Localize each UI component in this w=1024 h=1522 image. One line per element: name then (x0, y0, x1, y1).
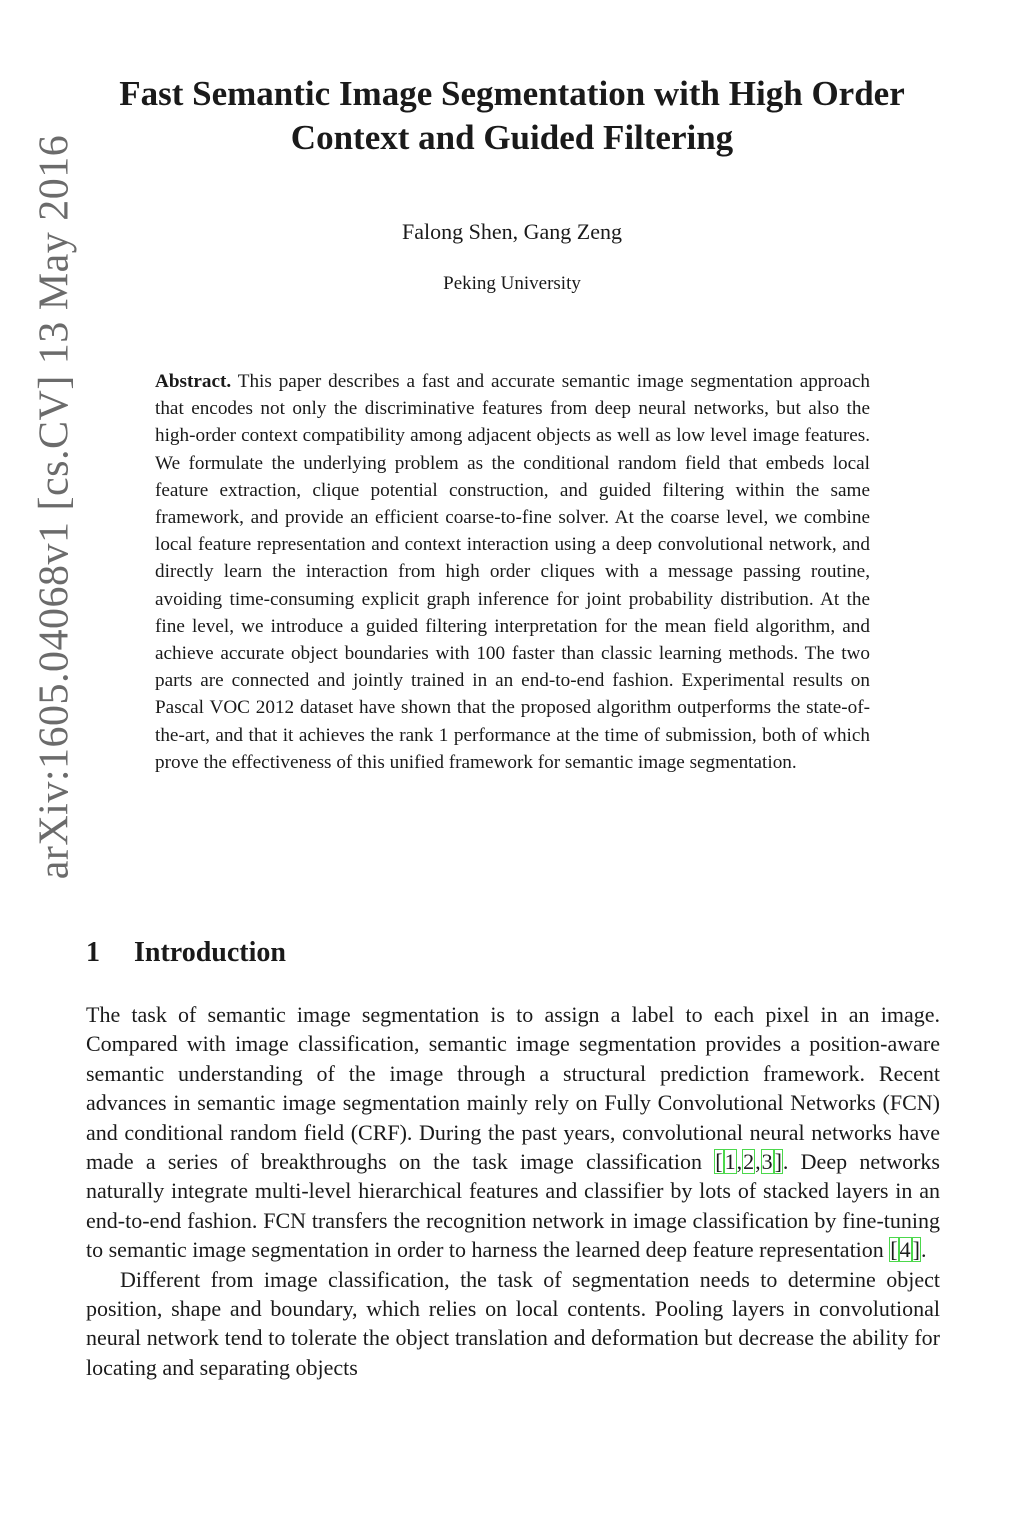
introduction-paragraph-2: Different from image classification, the task of segmentation needs to determine object position, shape and boundary, which relies on local contents. Pooling layers in convolutional neural network tend to tolerate the object translation and deformation but decrease the ability for locating and separating objects (86, 1266, 940, 1380)
section-number: 1 (86, 937, 100, 968)
paper-authors: Falong Shen, Gang Zeng (402, 219, 622, 244)
paper-affiliation: Peking University (443, 273, 581, 294)
introduction-paragraph-1: The task of semantic image segmentation is to assign a label to each pixel in an image. Compared with image classification, semantic image segmentation provides a position-aware semantic understanding of the image through a structural prediction framework. Recent advances in semantic image segmentation mainly rely on Fully Convolutional Networks (FCN) and conditional random field (CRF). During the past years, convolutional neural networks have made a series of breakthroughs on the task image classification [1,2,3]. Deep networks naturally integrate multi-level hierarchical features and classifier by lots of stacked layers in an end-to-end fashion. FCN transfers the recognition network in image classification by fine-tuning to semantic image segmentation in order to harness the learned deep feature representation [4]. (86, 1002, 940, 1263)
citation-bracket-open[interactable]: [ (890, 1237, 898, 1263)
paragraph-text: . (920, 1237, 927, 1263)
paragraph-text: . Deep networks naturally integrate multi-level hierarchical features and classifier by lots of stacked layers in an end-to-end fashion. FCN transfers the recognition network in image classification by fine-tuning to semantic image segmentation in order to harness the learned deep feature representation (86, 1149, 940, 1263)
citation-bracket-close[interactable]: ] (774, 1149, 782, 1175)
citation-link-4[interactable]: 4 (899, 1237, 911, 1263)
arxiv-identifier: arXiv:1605.04068v1 [cs.CV] 13 May 2016 (31, 134, 77, 880)
introduction-body (86, 1000, 940, 1382)
citation-link-3[interactable]: 3 (761, 1149, 773, 1175)
citation-bracket-close[interactable]: ] (912, 1237, 920, 1263)
citation-link-2[interactable]: 2 (743, 1149, 755, 1175)
citation-bracket-open[interactable]: [ (715, 1149, 723, 1175)
paragraph-text: The task of semantic image segmentation is to assign a label to each pixel in an image. Compared with image classification, semantic image segmentation provides a position-aware semantic understanding of the image through a structural prediction framework. Recent advances in semantic image segmentation mainly rely on Fully Convolutional Networks (FCN) and conditional random field (CRF). During the past years, convolutional neural networks have made a series of breakthroughs on the task image classification (86, 1002, 940, 1175)
arxiv-identifier-sidebar (30, 62, 78, 952)
abstract-text: This paper describes a fast and accurate semantic image segmentation approach that encodes not only the discriminative features from deep neural networks, but also the high-order context compatibility among adjacent objects as well as low level image features. We formulate the underlying problem as the conditional random field that embeds local feature extraction, clique potential construction, and guided filtering within the same framework, and provide an efficient coarse-to-fine solver. At the coarse level, we combine local feature representation and context interaction using a deep convolutional network, and directly learn the interaction from high order cliques with a message passing routine, avoiding time-consuming explicit graph inference for joint probability distribution. At the fine level, we introduce a guided filtering interpretation for the mean field algorithm, and achieve accurate object boundaries with 100 faster than classic learning methods. The two parts are connected and jointly trained in an end-to-end fashion. Experimental results on Pascal VOC 2012 dataset have shown that the proposed algorithm outperforms the state-of-the-art, and that it achieves the rank 1 performance at the time of submission, both of which prove the effectiveness of this unified framework for semantic image segmentation. (155, 371, 871, 773)
citation-link-1[interactable]: 1 (724, 1149, 736, 1175)
abstract-label: Abstract. (155, 371, 232, 392)
paper-title: Fast Semantic Image Segmentation with High Order Context and Guided Filtering (119, 74, 905, 157)
section-title: Introduction (134, 937, 286, 968)
section-heading-introduction (86, 935, 286, 971)
abstract (155, 368, 870, 776)
